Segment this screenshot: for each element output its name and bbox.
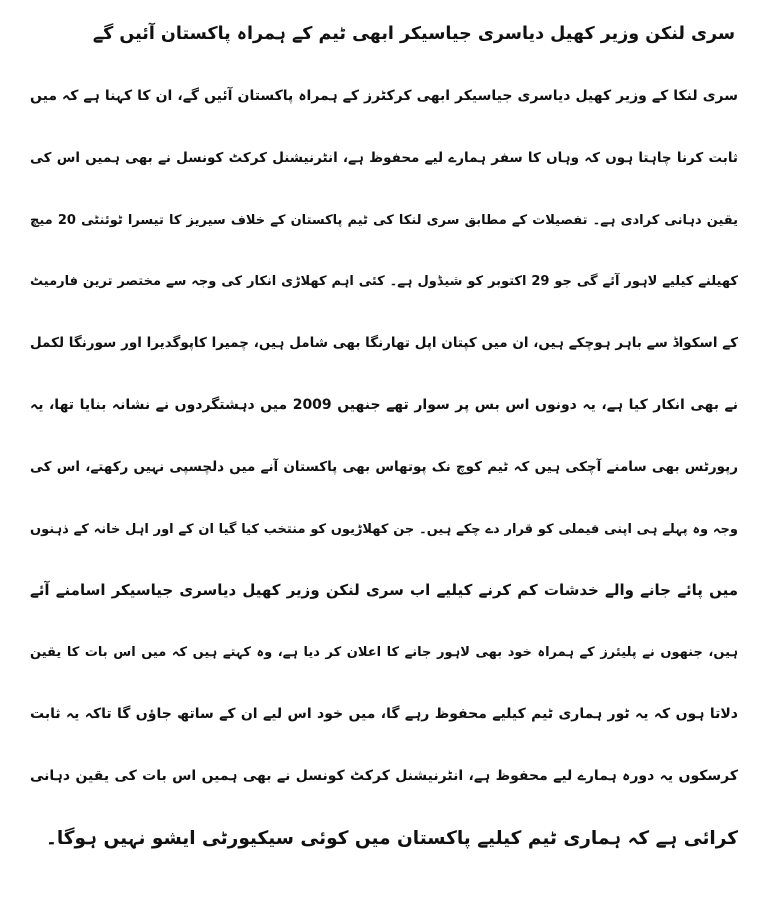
- article-line: یقین دہانی کرادی ہے۔ تفصیلات کے مطابق سری لنکا کی ٹیم پاکستان کے خلاف سیریز کا تیسرا ٹوئنٹی 20 میچ: [30, 212, 738, 228]
- article-line: سری لنکا کے وزیر کھیل دیاسری جیاسیکر ابھی کرکٹرز کے ہمراہ پاکستان آئیں گے، ان کا کہنا ہے کہ میں: [30, 88, 738, 104]
- article-line: ہیں، جنھوں نے پلیئرز کے ہمراہ خود بھی لاہور جانے کا اعلان کر دیا ہے، وہ کہتے ہیں کہ میں اس بات کا یقین: [30, 645, 738, 661]
- article-line: کرسکوں یہ دورہ ہمارے لیے محفوظ ہے، انٹرنیشنل کرکٹ کونسل نے بھی ہمیں اس بات کی یقین دہانی: [30, 767, 738, 784]
- article-line: ثابت کرنا چاہتا ہوں کہ وہاں کا سفر ہمارے لیے محفوظ ہے، انٹرنیشنل کرکٹ کونسل نے بھی ہمیں اس کی: [30, 149, 738, 166]
- article-headline: سری لنکن وزیر کھیل دیاسری جیاسیکر ابھی ٹیم کے ہمراہ پاکستان آئیں گے: [92, 24, 736, 44]
- article-line: کھیلنے کیلیے لاہور آئے گی جو 29 اکتوبر کو شیڈول ہے۔ کئی اہم کھلاڑی انکار کی وجہ سے مختصر ترین فارمیٹ: [30, 274, 738, 290]
- article-line: وجہ وہ پہلے ہی اپنی فیملی کو قرار دے چکے ہیں۔ جن کھلاڑیوں کو منتخب کیا گیا ان کے اور اہل خانہ کے ذہنوں: [30, 521, 738, 537]
- article-line: کے اسکواڈ سے باہر ہوچکے ہیں، ان میں کپتان اپل تھارنگا بھی شامل ہیں، چمیرا کاپوگدیرا اور سورنگا لکمل: [30, 335, 738, 352]
- article-line: دلاتا ہوں کہ یہ ٹور ہماری ٹیم کیلیے محفوظ رہے گا، میں خود اس لیے ان کے ساتھ جاؤں گا تاکہ یہ ثابت: [30, 705, 738, 722]
- article-body: [30, 66, 738, 869]
- article-line: رپورٹس بھی سامنے آچکی ہیں کہ ٹیم کوچ نک پوتھاس بھی پاکستان آنے میں دلچسپی نہیں رکھتے، اس کی: [30, 458, 738, 475]
- article-line: کرائی ہے کہ ہماری ٹیم کیلیے پاکستان میں کوئی سیکیورٹی ایشو نہیں ہوگا۔: [46, 827, 738, 849]
- article-line: میں پائے جانے والے خدشات کم کرنے کیلیے اب سری لنکن وزیر کھیل دیاسری جیاسیکر اسامنے آئے: [30, 581, 738, 600]
- article-line: نے بھی انکار کیا ہے، یہ دونوں اس بس پر سوار تھے جنھیں 2009 میں دہشتگردوں نے نشانہ بنایا تھا، یہ: [30, 396, 738, 413]
